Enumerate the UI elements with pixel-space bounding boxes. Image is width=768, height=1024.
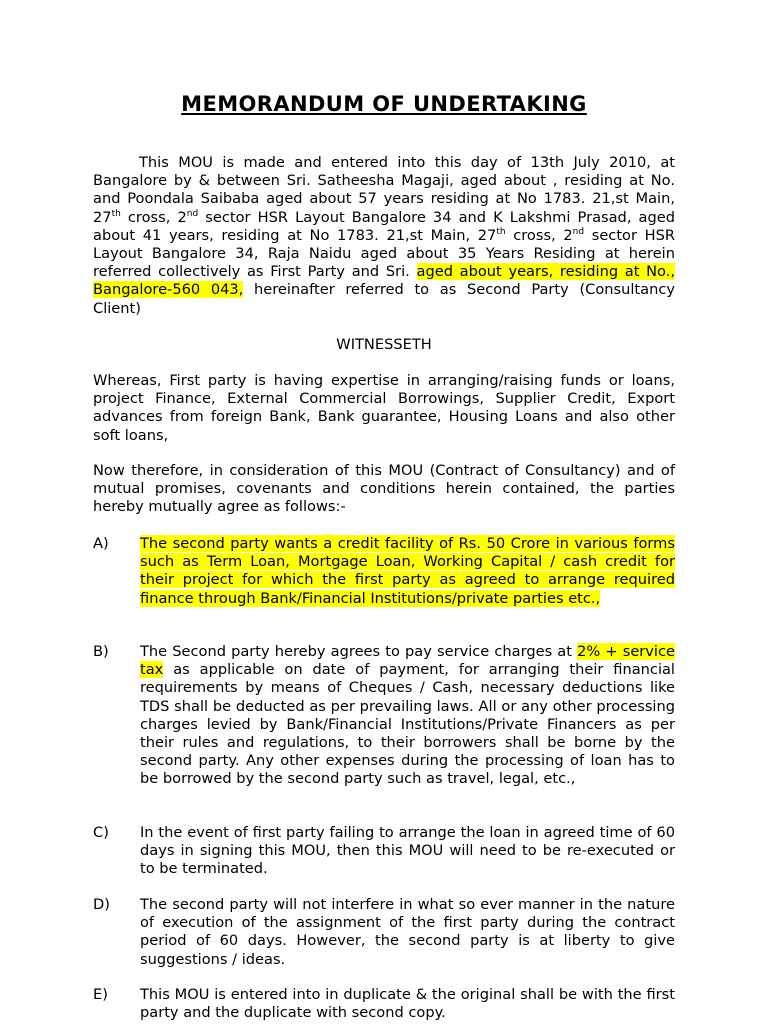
intro-highlight: aged about years, residing at No., Bangalore-560 043,	[93, 263, 675, 299]
intro-text-6: hereinafter referred to as Second Party (Consultancy Client)	[93, 281, 675, 317]
intro-sup-3: th	[496, 226, 506, 237]
clause-text-pre: The Second party hereby agrees to pay service charges at	[140, 643, 578, 660]
clause-c	[93, 824, 675, 879]
intro-sup-1: th	[111, 208, 121, 219]
clause-label: C)	[93, 824, 109, 841]
page-title: MEMORANDUM OF UNDERTAKING	[181, 92, 587, 116]
clause-text: The second party wants a credit facility of Rs. 50 Crore in various forms such as Term Loan, Mortgage Loan, Working Capital / cash credit for their project for which the first party as agreed to arrange required finance through Bank/Financial Institutions/private parties etc.,	[140, 535, 675, 607]
intro-sup-4: nd	[572, 226, 585, 237]
clause-d	[93, 896, 675, 969]
intro-paragraph	[93, 154, 675, 318]
clause-label: D)	[93, 896, 110, 913]
clause-e	[93, 986, 675, 1022]
now-therefore-paragraph: Now therefore, in consideration of this MOU (Contract of Consultancy) and of mutual promises, covenants and conditions herein contained, the parties hereby mutually agree as follows:-	[93, 462, 675, 516]
clause-text: In the event of first party failing to arrange the loan in agreed time of 60 days in signing this MOU, then this MOU will need to be re-executed or to be terminated.	[140, 824, 675, 878]
intro-text-1: This MOU is made and entered into this day of 13th July 2010, at Bangalore by & between Sri. Satheesha Magaji, aged about , residing at No. and Poondala Saibaba aged about 57 years residing at No 1783. 21,st Main, 27	[93, 154, 675, 226]
clause-text-post: as applicable on date of payment, for arranging their financial requirements by means of Cheques / Cash, necessary deductions like TDS shall be deducted as per prevailing laws. All or any other processing charges levied by Bank/Financial Institutions/Private Financers as per their rules and regulations, to their borrowers shall be borne by the second party. Any other expenses during the processing of loan has to be borrowed by the second party such as travel, legal, etc.,	[140, 661, 675, 788]
clause-label: A)	[93, 535, 109, 552]
whereas-paragraph: Whereas, First party is having expertise in arranging/raising funds or loans, project Finance, External Commercial Borrowings, Supplier Credit, Export advances from foreign Bank, Bank guarantee, Housing Loans and also other soft loans,	[93, 372, 675, 444]
witnesseth-heading: WITNESSETH	[336, 336, 432, 353]
clause-highlight: 2% + service tax	[140, 643, 675, 679]
clause-label: B)	[93, 643, 109, 660]
clause-text: The second party will not interfere in what so ever manner in the nature of execution of the assignment of the first party during the contract period of 60 days. However, the second party is at liberty to give suggestions / ideas.	[140, 896, 675, 968]
intro-text-4: cross, 2	[505, 226, 573, 244]
clause-a	[93, 535, 675, 608]
intro-sup-2: nd	[186, 208, 199, 219]
intro-text-5: sector HSR Layout Bangalore 34, Raja Naidu aged about 35 Years Residing at herein referred collectively as First Party and Sri.	[93, 226, 675, 281]
clause-label: E)	[93, 986, 108, 1003]
clause-b	[93, 643, 675, 789]
clause-text: This MOU is entered into in duplicate & the original shall be with the first party and the duplicate with second copy.	[140, 986, 675, 1022]
intro-text-3: sector HSR Layout Bangalore 34 and K Lakshmi Prasad, aged about 41 years, residing at No 1783. 21,st Main, 27	[93, 208, 675, 244]
intro-text-2: cross, 2	[120, 208, 187, 226]
